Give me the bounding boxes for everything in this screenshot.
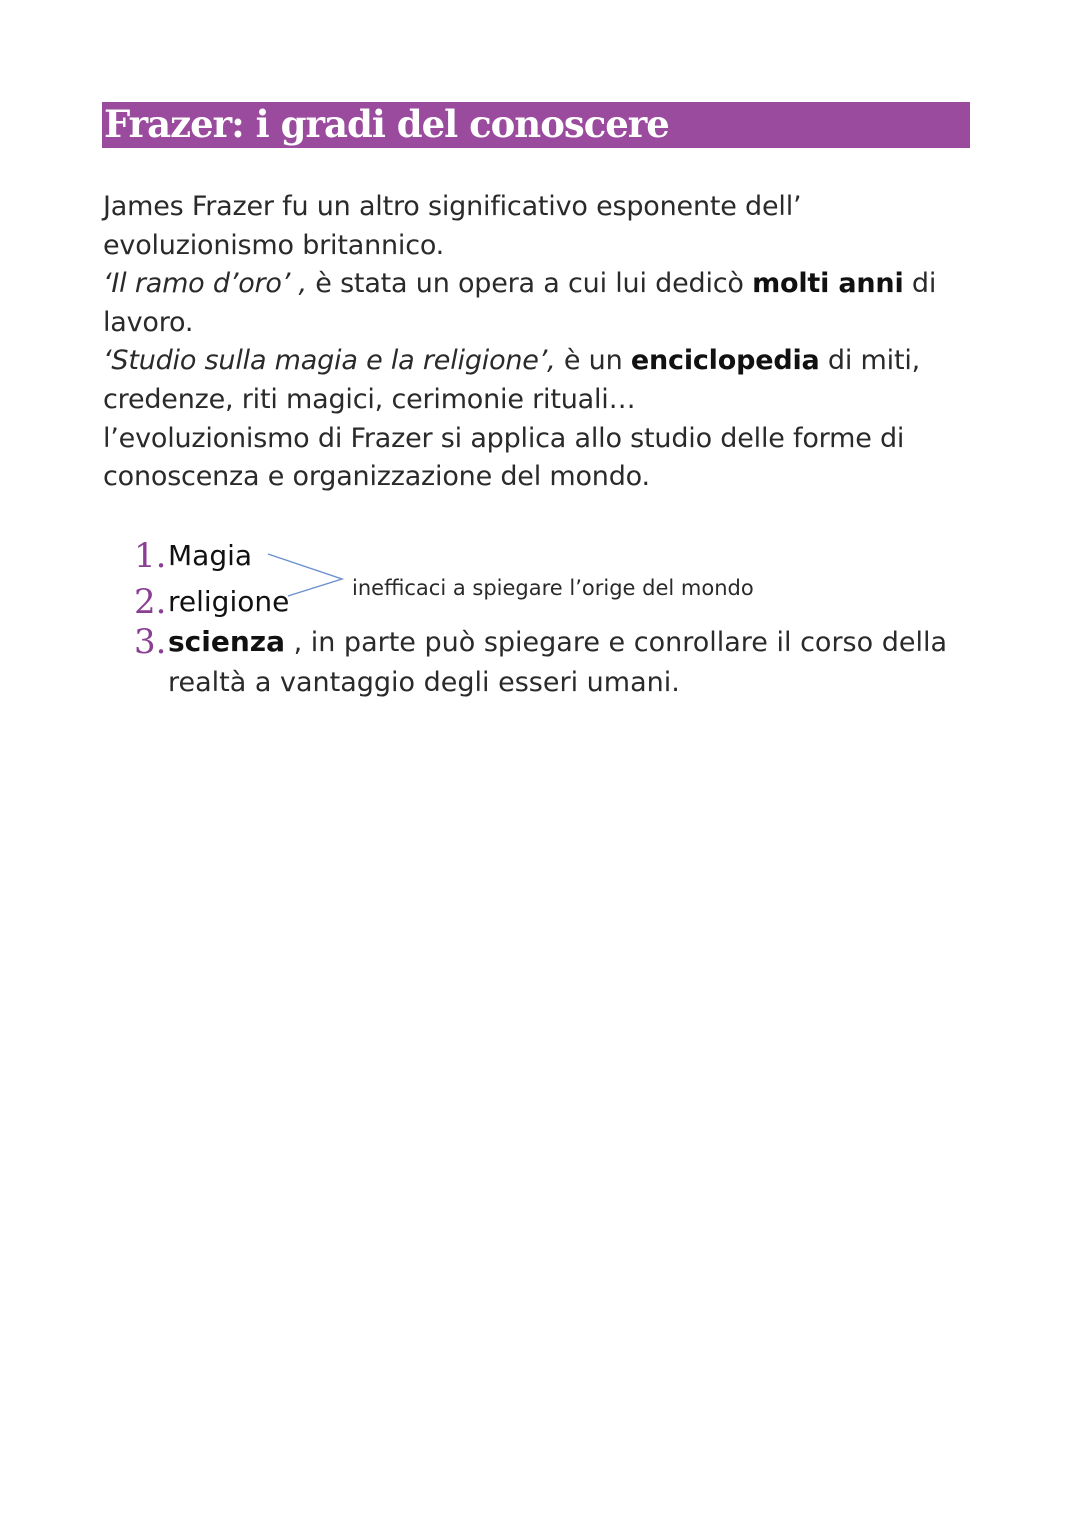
list-item-religione: religione [168, 585, 290, 618]
paragraph-line: l’evoluzionismo di Frazer si applica allo studio delle forme di [103, 422, 905, 454]
paragraph-line: conoscenza e organizzazione del mondo. [103, 461, 650, 493]
list-item-magia: Magia [168, 539, 253, 572]
bold-scienza: scienza [168, 625, 285, 658]
paragraph-text: è un [555, 345, 631, 377]
paragraph-text: di miti, [819, 345, 921, 377]
bold-enciclopedia: enciclopedia [630, 345, 820, 377]
paragraph-line: credenze, riti magici, cerimonie rituali… [103, 383, 636, 415]
list-number-2: 2. [134, 582, 167, 622]
book-title-ramo-doro: ‘Il ramo d’oro’ , [103, 268, 307, 300]
list-item-scienza [168, 622, 968, 703]
list-number-3: 3. [134, 622, 167, 662]
paragraph-text: di [903, 268, 937, 300]
paragraph-line [103, 342, 963, 381]
list-number-1: 1. [134, 536, 167, 576]
book-title-studio: ‘Studio sulla magia e la religione’, [103, 345, 556, 377]
page-title: Frazer: i gradi del conoscere [104, 102, 669, 146]
paragraph-line: lavoro. [103, 306, 194, 338]
annotation-note: inefficaci a spiegare l’orige del mondo [352, 576, 754, 600]
paragraph-line: James Frazer fu un altro significativo esponente dell’ [103, 191, 802, 222]
list-item-text: , in parte può spiegare e conrollare il corso della [284, 627, 948, 658]
list-item-text: realtà a vantaggio degli esseri umani. [168, 667, 680, 698]
paragraph-line [103, 265, 963, 304]
paragraph-line: evoluzionismo britannico. [103, 229, 445, 261]
bold-molti-anni: molti anni [752, 268, 904, 300]
bracket-connector-icon [266, 550, 346, 600]
paragraph-text: è stata un opera a cui lui dedicò [306, 268, 753, 300]
intro-paragraph [103, 188, 963, 497]
